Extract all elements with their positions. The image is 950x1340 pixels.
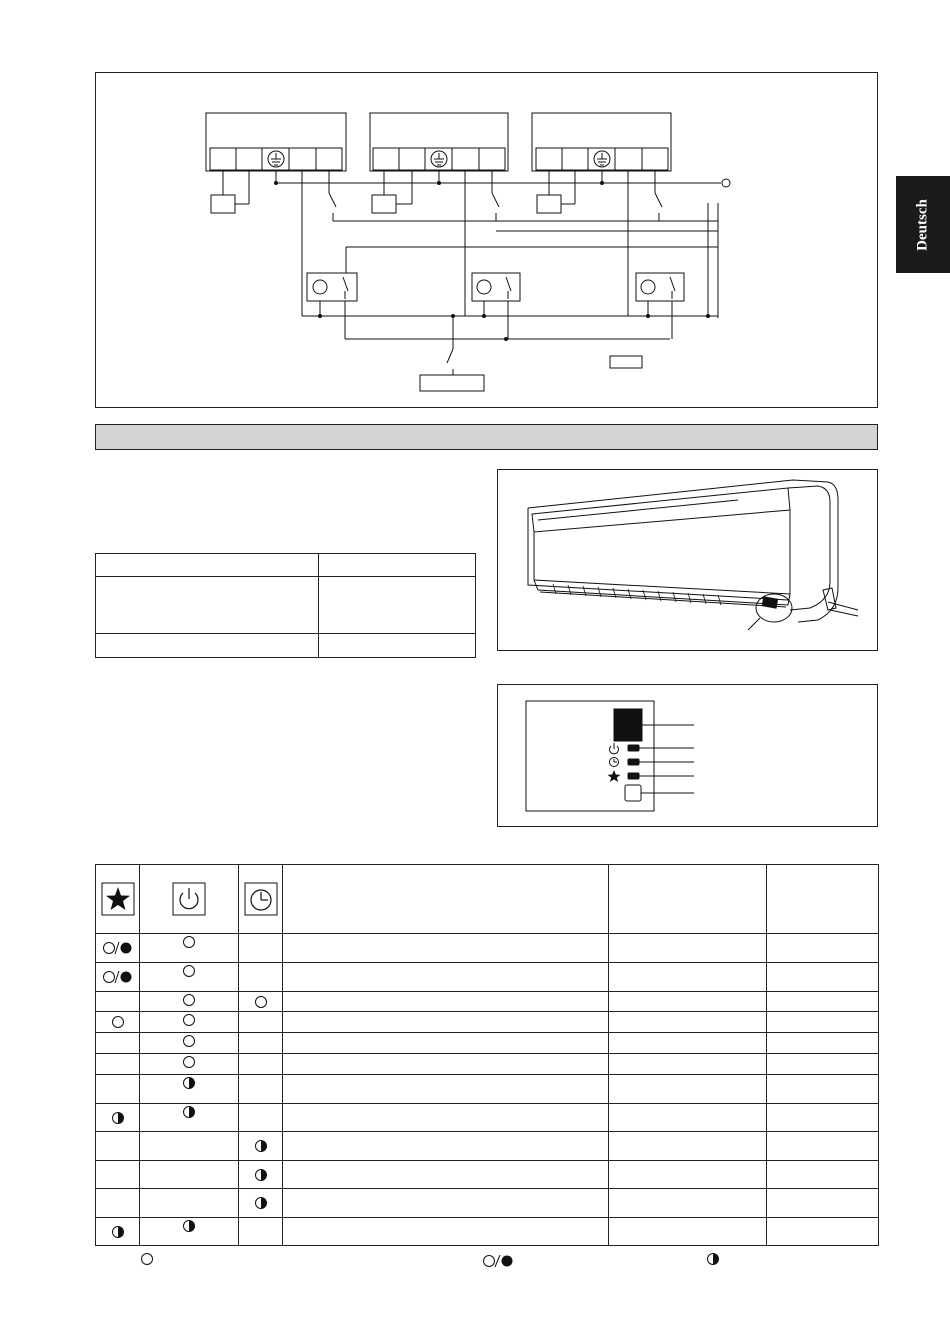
status-star-cell (96, 963, 140, 992)
status-timer-cell (239, 1132, 283, 1161)
status-star-cell (96, 1132, 140, 1161)
status-col5-cell (609, 1104, 767, 1132)
circle-half-icon (111, 1111, 125, 1125)
unit-2-terminal-block (370, 113, 508, 171)
legend-off (140, 1251, 154, 1266)
info-cell-left (96, 554, 319, 577)
table-row (96, 992, 879, 1012)
table-row (96, 1012, 879, 1033)
status-description-cell (283, 1033, 609, 1054)
status-timer-cell (239, 1075, 283, 1104)
status-star-cell (96, 1189, 140, 1218)
status-power-cell (140, 1012, 239, 1033)
emergency-button (625, 785, 641, 801)
circle-open-icon (182, 993, 196, 1007)
info-table (95, 553, 476, 658)
circle-half-icon (254, 1139, 268, 1153)
status-col6-cell (767, 1104, 879, 1132)
status-timer-cell (239, 1104, 283, 1132)
status-star-cell (96, 1161, 140, 1189)
wiring-diagram-frame (95, 72, 878, 408)
status-col5-cell (609, 1012, 767, 1033)
status-power-cell (140, 934, 239, 963)
power-icon (610, 743, 619, 754)
circle-half-icon (706, 1252, 720, 1266)
status-description-cell (283, 963, 609, 992)
wiring-diagram (96, 73, 877, 407)
info-cell-right (319, 634, 476, 658)
status-star-cell (96, 1054, 140, 1075)
legend-half (706, 1251, 720, 1266)
status-col5-cell (609, 1189, 767, 1218)
status-col5-cell (609, 992, 767, 1012)
status-timer-cell (239, 1218, 283, 1246)
table-row (96, 963, 879, 992)
table-row (96, 934, 879, 963)
unit-3-terminal-block (532, 113, 671, 171)
circle-open-icon (140, 1252, 154, 1266)
header-star (96, 865, 140, 934)
status-col5-cell (609, 1218, 767, 1246)
relay-1 (307, 273, 357, 301)
status-col6-cell (767, 1218, 879, 1246)
circle-open-icon (254, 995, 268, 1009)
status-star-cell (96, 1218, 140, 1246)
status-description-cell (283, 1189, 609, 1218)
status-description-cell (283, 1075, 609, 1104)
status-timer-cell (239, 1161, 283, 1189)
info-cell-left (96, 577, 319, 634)
relay-2 (472, 273, 520, 301)
legend-blink (482, 1253, 516, 1268)
circle-half-icon (182, 1219, 196, 1233)
header-power (140, 865, 239, 934)
header-col5 (609, 865, 767, 934)
language-label: Deutsch (914, 198, 931, 251)
circle-half-icon (182, 1105, 196, 1119)
timer-lamp (628, 759, 639, 765)
unit-1-terminal-block (206, 113, 346, 171)
star-lamp (628, 773, 639, 779)
table-header-row (96, 865, 879, 934)
circle-half-icon (111, 1225, 125, 1239)
info-cell-left (96, 634, 319, 658)
circle-open-icon (182, 1034, 196, 1048)
status-power-cell (140, 1132, 239, 1161)
status-timer-cell (239, 1012, 283, 1033)
status-col6-cell (767, 992, 879, 1012)
status-timer-cell (239, 934, 283, 963)
legend-box (610, 356, 642, 368)
table-row (96, 634, 476, 658)
status-table (95, 864, 879, 1246)
status-col6-cell (767, 963, 879, 992)
display-panel-figure (497, 684, 878, 827)
operation-lamp (628, 745, 639, 751)
table-row (96, 1104, 879, 1132)
header-description (283, 865, 609, 934)
status-description-cell (283, 1012, 609, 1033)
circle-open-slash-filled-icon (102, 970, 134, 984)
circle-open-slash-filled-icon (482, 1254, 516, 1268)
status-description-cell (283, 1104, 609, 1132)
star-icon (101, 882, 135, 916)
status-col6-cell (767, 1075, 879, 1104)
status-star-cell (96, 934, 140, 963)
status-description-cell (283, 934, 609, 963)
status-col5-cell (609, 1075, 767, 1104)
status-power-cell (140, 1218, 239, 1246)
status-col5-cell (609, 1054, 767, 1075)
table-row (96, 1132, 879, 1161)
status-star-cell (96, 1033, 140, 1054)
status-col6-cell (767, 1161, 879, 1189)
header-timer (239, 865, 283, 934)
circle-half-icon (254, 1196, 268, 1210)
status-col6-cell (767, 1012, 879, 1033)
power-icon (172, 882, 206, 916)
status-col6-cell (767, 1054, 879, 1075)
status-col5-cell (609, 1132, 767, 1161)
status-power-cell (140, 1033, 239, 1054)
language-tab (896, 176, 950, 273)
table-row (96, 1218, 879, 1246)
status-power-cell (140, 963, 239, 992)
circle-open-icon (182, 964, 196, 978)
star-icon (608, 770, 621, 782)
status-description-cell (283, 1054, 609, 1075)
relay-3 (636, 273, 684, 301)
status-timer-cell (239, 1189, 283, 1218)
circle-open-icon (182, 935, 196, 949)
status-star-cell (96, 1075, 140, 1104)
indoor-unit-figure (497, 469, 878, 651)
status-star-cell (96, 1012, 140, 1033)
table-row (96, 1054, 879, 1075)
circle-half-icon (254, 1168, 268, 1182)
status-col5-cell (609, 1033, 767, 1054)
circle-open-icon (111, 1015, 125, 1029)
table-row (96, 1189, 879, 1218)
status-description-cell (283, 1132, 609, 1161)
table-row (96, 1161, 879, 1189)
display-window (762, 597, 777, 608)
table-row (96, 554, 476, 577)
status-col6-cell (767, 934, 879, 963)
info-cell-right (319, 554, 476, 577)
indoor-unit-illustration (498, 470, 877, 650)
status-timer-cell (239, 963, 283, 992)
circle-open-icon (182, 1013, 196, 1027)
main-switch-box (420, 375, 484, 391)
status-power-cell (140, 1104, 239, 1132)
status-power-cell (140, 1189, 239, 1218)
status-col5-cell (609, 1161, 767, 1189)
table-row (96, 1033, 879, 1054)
status-star-cell (96, 1104, 140, 1132)
status-power-cell (140, 1161, 239, 1189)
status-timer-cell (239, 1033, 283, 1054)
status-description-cell (283, 1218, 609, 1246)
status-col6-cell (767, 1132, 879, 1161)
table-row (96, 1075, 879, 1104)
header-col6 (767, 865, 879, 934)
section-title-bar (95, 424, 878, 450)
status-timer-cell (239, 1054, 283, 1075)
status-description-cell (283, 1161, 609, 1189)
status-description-cell (283, 992, 609, 1012)
status-col6-cell (767, 1189, 879, 1218)
status-timer-cell (239, 992, 283, 1012)
table-row (96, 577, 476, 634)
status-col5-cell (609, 934, 767, 963)
status-col5-cell (609, 963, 767, 992)
circle-open-slash-filled-icon (102, 941, 134, 955)
status-star-cell (96, 992, 140, 1012)
status-col6-cell (767, 1033, 879, 1054)
info-cell-right (319, 577, 476, 634)
display-panel-illustration (498, 685, 877, 826)
status-power-cell (140, 992, 239, 1012)
status-power-cell (140, 1075, 239, 1104)
circle-open-icon (182, 1055, 196, 1069)
status-power-cell (140, 1054, 239, 1075)
clock-icon (610, 758, 619, 767)
circle-half-icon (182, 1076, 196, 1090)
section-title (96, 429, 104, 444)
receiver-window (614, 709, 642, 741)
clock-icon (244, 882, 278, 916)
